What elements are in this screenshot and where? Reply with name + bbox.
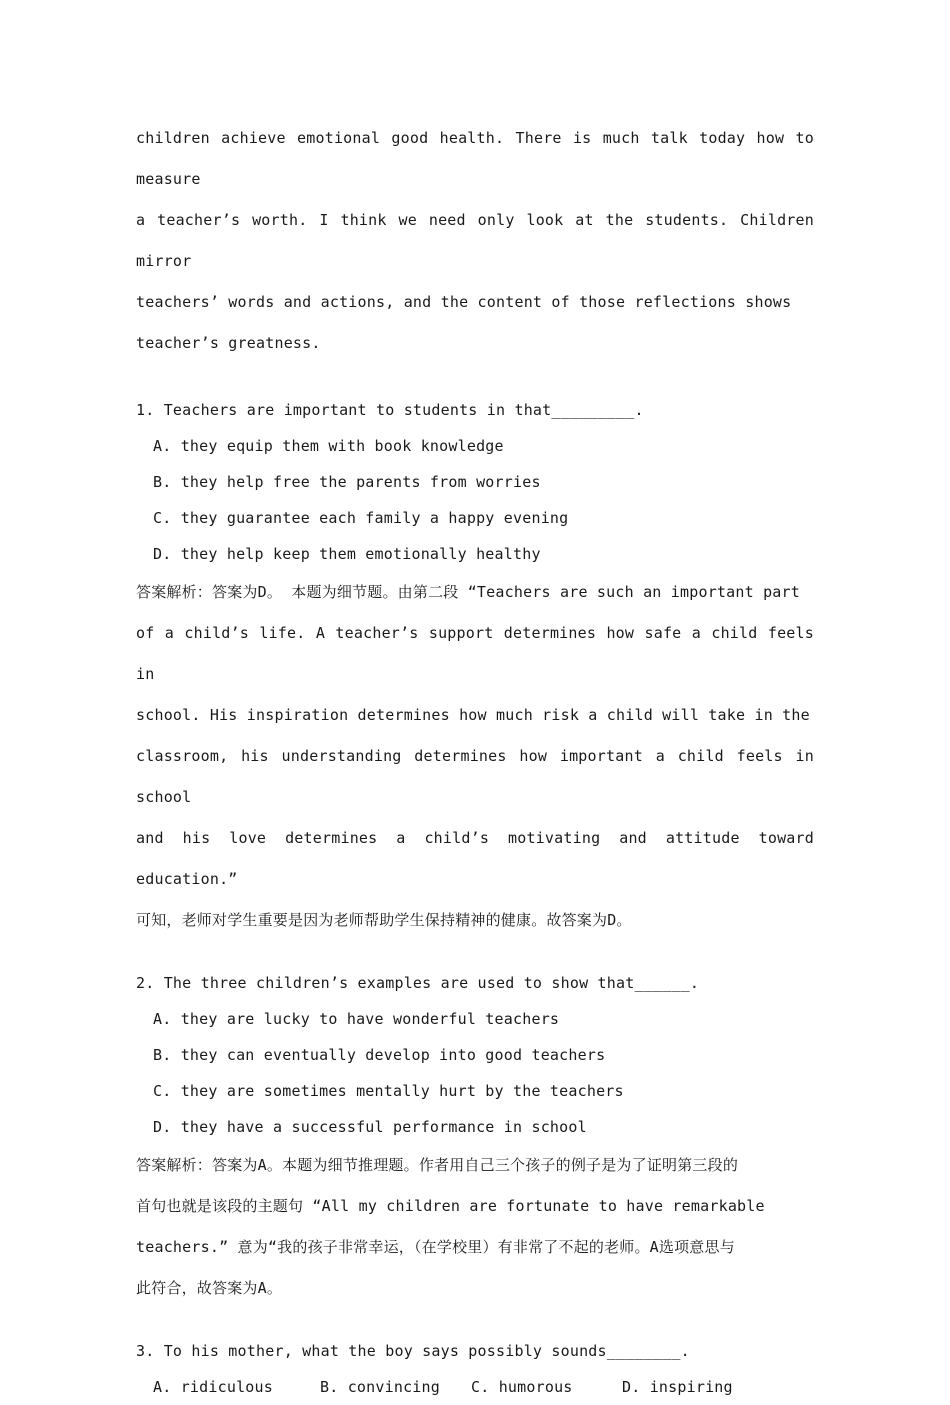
text-line: a teacher’s worth. I think we need only look at the students. Children mirror <box>136 211 814 270</box>
option-c: C. they guarantee each family a happy evening <box>153 509 569 527</box>
option-a: A. they are lucky to have wonderful teachers <box>153 1010 560 1028</box>
option-c: C. they are sometimes mentally hurt by the teachers <box>153 1082 624 1100</box>
text-line: 此符合，故答案为A。 <box>136 1279 283 1297</box>
option-a: A. they equip them with book knowledge <box>153 437 504 455</box>
option-b: B. convincing <box>320 1378 440 1396</box>
text-line: school. His inspiration determines how much risk a child will take in the <box>136 706 810 724</box>
text-line: 首句也就是该段的主题句 “All my children are fortunate to have remarkable <box>136 1197 765 1215</box>
option-b: B. they help free the parents from worries <box>153 473 541 491</box>
text-line: classroom, his understanding determines how important a child feels in school <box>136 747 814 806</box>
question-stem: 3. To his mother, what the boy says possibly sounds________. <box>136 1342 690 1360</box>
text-line: 答案解析：答案为D。 本题为细节题。由第二段 “Teachers are such an important part <box>136 583 801 601</box>
option-a: A. ridiculous <box>153 1378 273 1396</box>
option-d: D. inspiring <box>622 1378 733 1396</box>
option-d: D. they help keep them emotionally healthy <box>153 545 541 563</box>
intro-paragraph <box>136 118 814 364</box>
option-b: B. they can eventually develop into good teachers <box>153 1046 606 1064</box>
question-2 <box>136 965 814 1309</box>
text-line: children achieve emotional good health. There is much talk today how to measure <box>136 129 814 188</box>
text-line: teachers’ words and actions, and the content of those reflections shows <box>136 293 792 311</box>
text-line: and his love determines a child’s motivating and attitude toward education.” <box>136 829 814 888</box>
options-row <box>136 1369 814 1405</box>
text-line: of a child’s life. A teacher’s support determines how safe a child feels in <box>136 624 814 683</box>
text-line: 答案解析：答案为A。本题为细节推理题。作者用自己三个孩子的例子是为了证明第三段的 <box>136 1156 739 1174</box>
text-line: 可知，老师对学生重要是因为老师帮助学生保持精神的健康。故答案为D。 <box>136 911 632 929</box>
text-line: teacher’s greatness. <box>136 334 321 352</box>
answer-explanation <box>136 1145 814 1309</box>
question-1 <box>136 392 814 941</box>
option-d: D. they have a successful performance in school <box>153 1118 587 1136</box>
text-line: teachers.” 意为“我的孩子非常幸运，（在学校里）有非常了不起的老师。A选项意思与 <box>136 1238 735 1256</box>
document-page <box>136 118 814 1405</box>
question-stem: 1. Teachers are important to students in that_________. <box>136 401 644 419</box>
question-stem: 2. The three children’s examples are used to show that______. <box>136 974 700 992</box>
option-c: C. humorous <box>471 1378 573 1396</box>
answer-explanation <box>136 572 814 941</box>
